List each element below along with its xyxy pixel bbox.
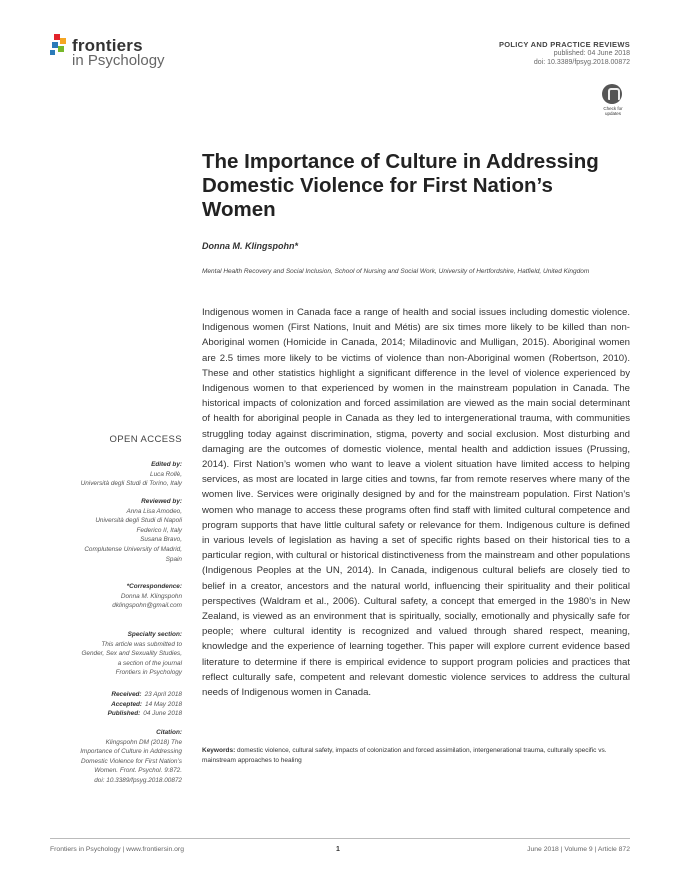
specialty-section — [40, 630, 182, 678]
journal-logo — [50, 30, 180, 70]
citation-line: Women. Front. Psychol. 9:872. — [94, 767, 182, 775]
check-for-updates-badge[interactable] — [596, 82, 630, 116]
footer-journal[interactable]: Frontiers in Psychology | www.frontiersin.org — [50, 846, 184, 853]
citation-section — [40, 728, 182, 786]
dates-section — [40, 690, 182, 719]
citation-line: Domestic Violence for First Nation’s — [81, 757, 182, 765]
received-label: Received: — [111, 691, 142, 698]
author-affiliation: Mental Health Recovery and Social Inclusion, School of Nursing and Social Work, University of Hertfordshire, Hatfield, United Kingdom — [202, 268, 590, 275]
footer-issue: June 2018 | Volume 9 | Article 872 — [527, 846, 630, 853]
specialty-line: a section of the journal — [117, 659, 182, 667]
accepted-row — [40, 700, 182, 710]
received-row — [40, 690, 182, 700]
reviewer-line: Complutense University of Madrid, — [84, 545, 182, 553]
keywords-label: Keywords: — [202, 747, 236, 754]
edited-by-section — [40, 460, 182, 489]
reviewer-line: Anna Lisa Amodeo, — [126, 507, 182, 515]
author-name: Donna M. Klingspohn* — [202, 241, 298, 251]
article-meta-header — [370, 40, 630, 67]
reviewer-line: Federico II, Italy — [136, 526, 182, 534]
reviewer-line: Università degli Studi di Napoli — [95, 517, 182, 525]
article-title: The Importance of Culture in Addressing Domestic Violence for First Nation’s Women — [202, 150, 599, 221]
published-date-sidebar: 04 June 2018 — [143, 710, 182, 718]
reviewed-by-section — [40, 497, 182, 564]
published-date: published: 04 June 2018 — [553, 50, 630, 57]
published-row — [40, 709, 182, 719]
citation-line: Importance of Culture in Addressing — [80, 748, 182, 756]
reviewed-by-label: Reviewed by: — [141, 498, 182, 505]
doi[interactable]: doi: 10.3389/fpsyg.2018.00872 — [533, 59, 630, 66]
received-date: 23 April 2018 — [144, 691, 182, 698]
accepted-label: Accepted: — [111, 700, 143, 708]
page-number: 1 — [336, 846, 340, 853]
updates-icon — [602, 84, 622, 104]
open-access-label: OPEN ACCESS — [109, 434, 182, 445]
keywords-list: domestic violence, cultural safety, impacts of colonization and forced assimilation, intergenerational trauma, culturally specific vs. mainstream approaches to healing — [202, 747, 607, 764]
footer-divider — [50, 838, 630, 839]
editor-line: Università degli Studi di Torino, Italy — [80, 480, 182, 488]
published-label: Published: — [107, 710, 141, 718]
keywords — [202, 746, 630, 766]
specialty-line: This article was submitted to — [101, 640, 182, 648]
journal-name: in Psychology — [72, 52, 165, 69]
citation-label: Citation: — [156, 729, 182, 736]
reviewer-line: Spain — [165, 555, 182, 563]
article-type: POLICY AND PRACTICE REVIEWS — [498, 40, 630, 49]
abstract-text: Indigenous women in Canada face a range of health and social issues including domestic violence. Indigenous women (First Nations, Inuit and Métis) are six times more likely to be killed than non-Aboriginal women (Homicide in Canada, 2014; Miladinovic and Mulligan, 2015). Aboriginal women are 2.5 times more likely to be victims of violence than non-Aboriginal women (Robertson, 2010). These and other statistics highlight a significant difference in the level of violence experienced by Indigenous women to that experienced by women in the mainstream population in Canada. The historical impacts of colonization and forced assimilation are viewed as the main social determinant of health for aboriginal people in Canada as they led to intergenerational trauma, with communities struggling today against discrimination, stigma, poverty and social exclusion. Most disturbing and damaging are the outcomes of domestic violence, mental health and addiction issues (Prussing, 2014). First Nation’s women who want to leave a violent situation have limited access to helping services, as most are located in large cities and towns, far from remote reserves where many of the women live. Services were originally designed by and for the mainstream population. First Nation’s women who manage to access these programs often find staff with limited cultural competence and program supports that have little cultural safety or relevance for them. Indigenous culture is defined in various levels of legislation as having a set of specific rights based on their historical ties to a particular region, with cultural or historical distinctiveness from the mainstream and other populations (Indigenous Peoples at the UN, 2014). In Canada, indigenous cultural beliefs are closely tied to belief in a creator, ancestors and the natural world, influencing their spirituality and their political perspectives (Waldram et al., 2006). Cultural safety, a concept that emerged in the 1980’s in New Zealand, is viewed as an environment that is spiritually, socially, emotionally and physically safe for people; where cultural identity is recognized and valued through shared respect, meaning, knowledge and the experience of learning together. This paper will explore current evidence based literature to determine if there is empirical evidence to support program policies and practices that reflect culturally safe, competent and relevant domestic violence services to address the cultural needs of Indigenous women in Canada. — [202, 307, 630, 699]
specialty-line: Gender, Sex and Sexuality Studies, — [81, 650, 182, 658]
citation-line[interactable]: doi: 10.3389/fpsyg.2018.00872 — [94, 776, 182, 784]
correspondence-label: *Correspondence: — [126, 583, 182, 590]
specialty-line: Frontiers in Psychology — [115, 669, 182, 677]
frontiers-logo-icon — [50, 34, 70, 56]
citation-line: Klingspohn DM (2018) The — [105, 738, 182, 746]
editor-line: Luca Rollè, — [150, 470, 182, 478]
correspondence-section — [40, 582, 182, 611]
specialty-label: Specialty section: — [127, 631, 182, 638]
reviewer-line: Susana Bravo, — [140, 536, 182, 544]
correspondence-name: Donna M. Klingspohn — [120, 592, 182, 600]
correspondence-email[interactable]: dklingspohn@gmail.com — [112, 602, 182, 610]
accepted-date: 14 May 2018 — [145, 700, 182, 708]
updates-label: Check for updates — [603, 106, 623, 116]
brand-name: frontiers — [72, 36, 143, 55]
edited-by-label: Edited by: — [151, 461, 182, 468]
